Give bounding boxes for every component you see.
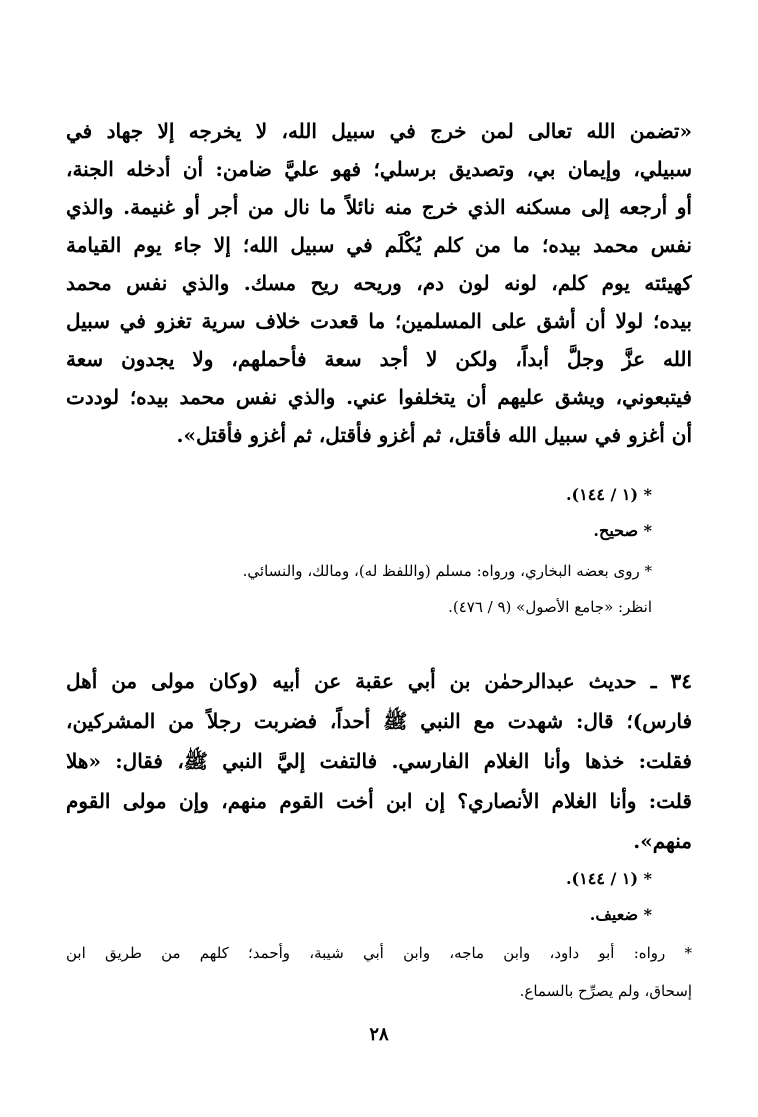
source-note-see-also: انظر: «جامع الأصول» (٩ / ٤٧٦). <box>448 598 652 616</box>
grade-note: * صحيح. <box>593 521 652 540</box>
hadith-heading-line: ٣٤ ـ حديث عبدالرحمٰن بن أبي عقبة عن أبيه (وكان مولى من أهل <box>66 669 692 693</box>
reference-note: * (١ / ١٤٤). <box>565 869 652 888</box>
text-line: كهيئته يوم كلم، لونه لون دم، وريحه ريح مسك. والذي نفس محمد <box>66 271 692 295</box>
text-line: سبيلي، وإيمان بي، وتصديق برسلي؛ فهو عليَّ ضامن: أن أدخله الجنة، <box>66 157 692 181</box>
text-line: فيتبعوني، ويشق عليهم أن يتخلفوا عني. والذي نفس محمد بيده؛ لوددت <box>66 385 692 409</box>
source-note-continued: إسحاق، ولم يصرِّح بالسماع. <box>519 982 692 1000</box>
text-line: الله عزَّ وجلَّ أبداً، ولكن لا أجد سعة فأحملهم، ولا يجدون سعة <box>66 347 692 371</box>
text-line: فارس)؛ قال: شهدت مع النبي ﷺ أحداً، فضربت رجلاً من المشركين، <box>66 709 692 733</box>
text-line: قلت: وأنا الغلام الأنصاري؟ إن ابن أخت القوم منهم، وإن مولى القوم <box>66 789 692 813</box>
text-line: أو أرجعه إلى مسكنه الذي خرج منه نائلاً ما نال من أجر أو غنيمة. والذي <box>66 195 692 219</box>
grade-note: * ضعيف. <box>589 905 652 924</box>
text-line: فقلت: خذها وأنا الغلام الفارسي. فالتفت إليَّ النبي ﷺ، فقال: «هلا <box>66 749 692 773</box>
page-number: ٢٨ <box>369 1024 389 1045</box>
source-note: * روى بعضه البخاري، ورواه: مسلم (واللفظ له)، ومالك، والنسائي. <box>242 562 652 580</box>
source-note: * رواه: أبو داود، وابن ماجه، وابن أبي شيبة، وأحمد؛ كلهم من طريق ابن <box>66 944 692 962</box>
reference-note: * (١ / ١٤٤). <box>565 485 652 504</box>
text-line: أن أغزو في سبيل الله فأقتل، ثم أغزو فأقتل، ثم أغزو فأقتل». <box>176 423 692 447</box>
text-line: منهم». <box>633 829 692 853</box>
text-line: بيده؛ لولا أن أشق على المسلمين؛ ما قعدت خلاف سرية تغزو في سبيل <box>66 309 692 333</box>
text-line: نفس محمد بيده؛ ما من كلم يُكْلَم في سبيل الله؛ إلا جاء يوم القيامة <box>66 233 692 257</box>
text-line: «تضمن الله تعالى لمن خرج في سبيل الله، لا يخرجه إلا جهاد في <box>66 119 692 143</box>
